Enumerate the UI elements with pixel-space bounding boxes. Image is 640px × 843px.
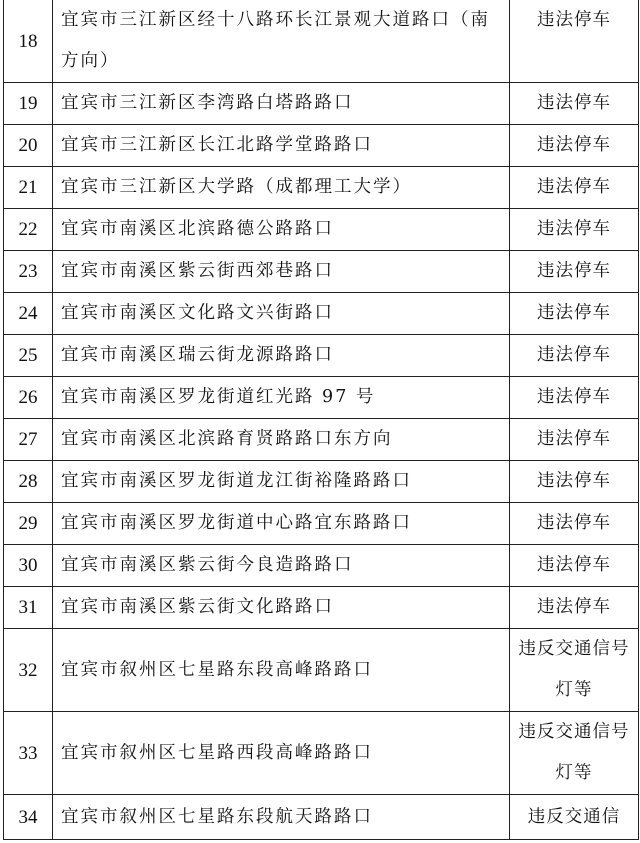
table-row <box>4 545 639 587</box>
row-number: 23 <box>4 251 53 293</box>
violation-type-cell: 违反交通信号灯等 <box>510 712 639 795</box>
table-row <box>4 629 639 712</box>
table-row <box>4 461 639 503</box>
row-number: 19 <box>4 83 53 125</box>
table-row <box>4 377 639 419</box>
location-cell: 宜宾市叙州区七星路东段高峰路路口 <box>53 629 510 712</box>
row-number: 24 <box>4 293 53 335</box>
location-cell: 宜宾市三江新区长江北路学堂路路口 <box>53 125 510 167</box>
location-cell: 宜宾市三江新区经十八路环长江景观大道路口（南方向） <box>53 0 510 83</box>
row-number: 34 <box>4 795 53 840</box>
location-cell: 宜宾市南溪区紫云街文化路路口 <box>53 587 510 629</box>
table-row <box>4 83 639 125</box>
violation-type-cell: 违反交通信号灯等 <box>510 629 639 712</box>
row-number: 18 <box>4 0 53 83</box>
location-cell: 宜宾市南溪区文化路文兴街路口 <box>53 293 510 335</box>
violation-type-cell: 违反交通信 <box>510 795 639 840</box>
table-row <box>4 0 639 83</box>
location-cell: 宜宾市南溪区紫云街今良造路路口 <box>53 545 510 587</box>
table-row <box>4 293 639 335</box>
violation-type-cell: 违法停车 <box>510 83 639 125</box>
row-number: 29 <box>4 503 53 545</box>
violation-type-cell: 违法停车 <box>510 293 639 335</box>
row-number: 25 <box>4 335 53 377</box>
violation-type-cell: 违法停车 <box>510 0 639 83</box>
table-row <box>4 167 639 209</box>
row-number: 26 <box>4 377 53 419</box>
table-row <box>4 209 639 251</box>
location-cell: 宜宾市南溪区紫云街西郊巷路口 <box>53 251 510 293</box>
row-number: 28 <box>4 461 53 503</box>
row-number: 32 <box>4 629 53 712</box>
violation-type-cell: 违法停车 <box>510 587 639 629</box>
table-row <box>4 587 639 629</box>
violation-type-cell: 违法停车 <box>510 545 639 587</box>
violation-locations-table <box>3 0 639 840</box>
row-number: 33 <box>4 712 53 795</box>
row-number: 31 <box>4 587 53 629</box>
table-row <box>4 503 639 545</box>
location-cell: 宜宾市南溪区北滨路育贤路路口东方向 <box>53 419 510 461</box>
location-cell: 宜宾市南溪区罗龙街道龙江街裕隆路路口 <box>53 461 510 503</box>
row-number: 21 <box>4 167 53 209</box>
row-number: 27 <box>4 419 53 461</box>
violation-type-cell: 违法停车 <box>510 461 639 503</box>
row-number: 30 <box>4 545 53 587</box>
violation-type-cell: 违法停车 <box>510 251 639 293</box>
row-number: 22 <box>4 209 53 251</box>
location-cell: 宜宾市三江新区大学路（成都理工大学） <box>53 167 510 209</box>
row-number: 20 <box>4 125 53 167</box>
location-cell: 宜宾市叙州区七星路西段高峰路路口 <box>53 712 510 795</box>
location-cell: 宜宾市叙州区七星路东段航天路路口 <box>53 795 510 840</box>
location-cell: 宜宾市南溪区北滨路德公路路口 <box>53 209 510 251</box>
table-row <box>4 335 639 377</box>
table-row <box>4 251 639 293</box>
location-cell: 宜宾市南溪区罗龙街道中心路宜东路路口 <box>53 503 510 545</box>
violation-type-cell: 违法停车 <box>510 167 639 209</box>
table-row <box>4 125 639 167</box>
violation-type-cell: 违法停车 <box>510 335 639 377</box>
location-cell: 宜宾市南溪区罗龙街道红光路 97 号 <box>53 377 510 419</box>
violation-type-cell: 违法停车 <box>510 419 639 461</box>
violation-type-cell: 违法停车 <box>510 209 639 251</box>
table-row <box>4 795 639 840</box>
violation-type-cell: 违法停车 <box>510 503 639 545</box>
violation-type-cell: 违法停车 <box>510 377 639 419</box>
violation-type-cell: 违法停车 <box>510 125 639 167</box>
table-row <box>4 712 639 795</box>
table-row <box>4 419 639 461</box>
location-cell: 宜宾市南溪区瑞云街龙源路路口 <box>53 335 510 377</box>
location-cell: 宜宾市三江新区李湾路白塔路路口 <box>53 83 510 125</box>
